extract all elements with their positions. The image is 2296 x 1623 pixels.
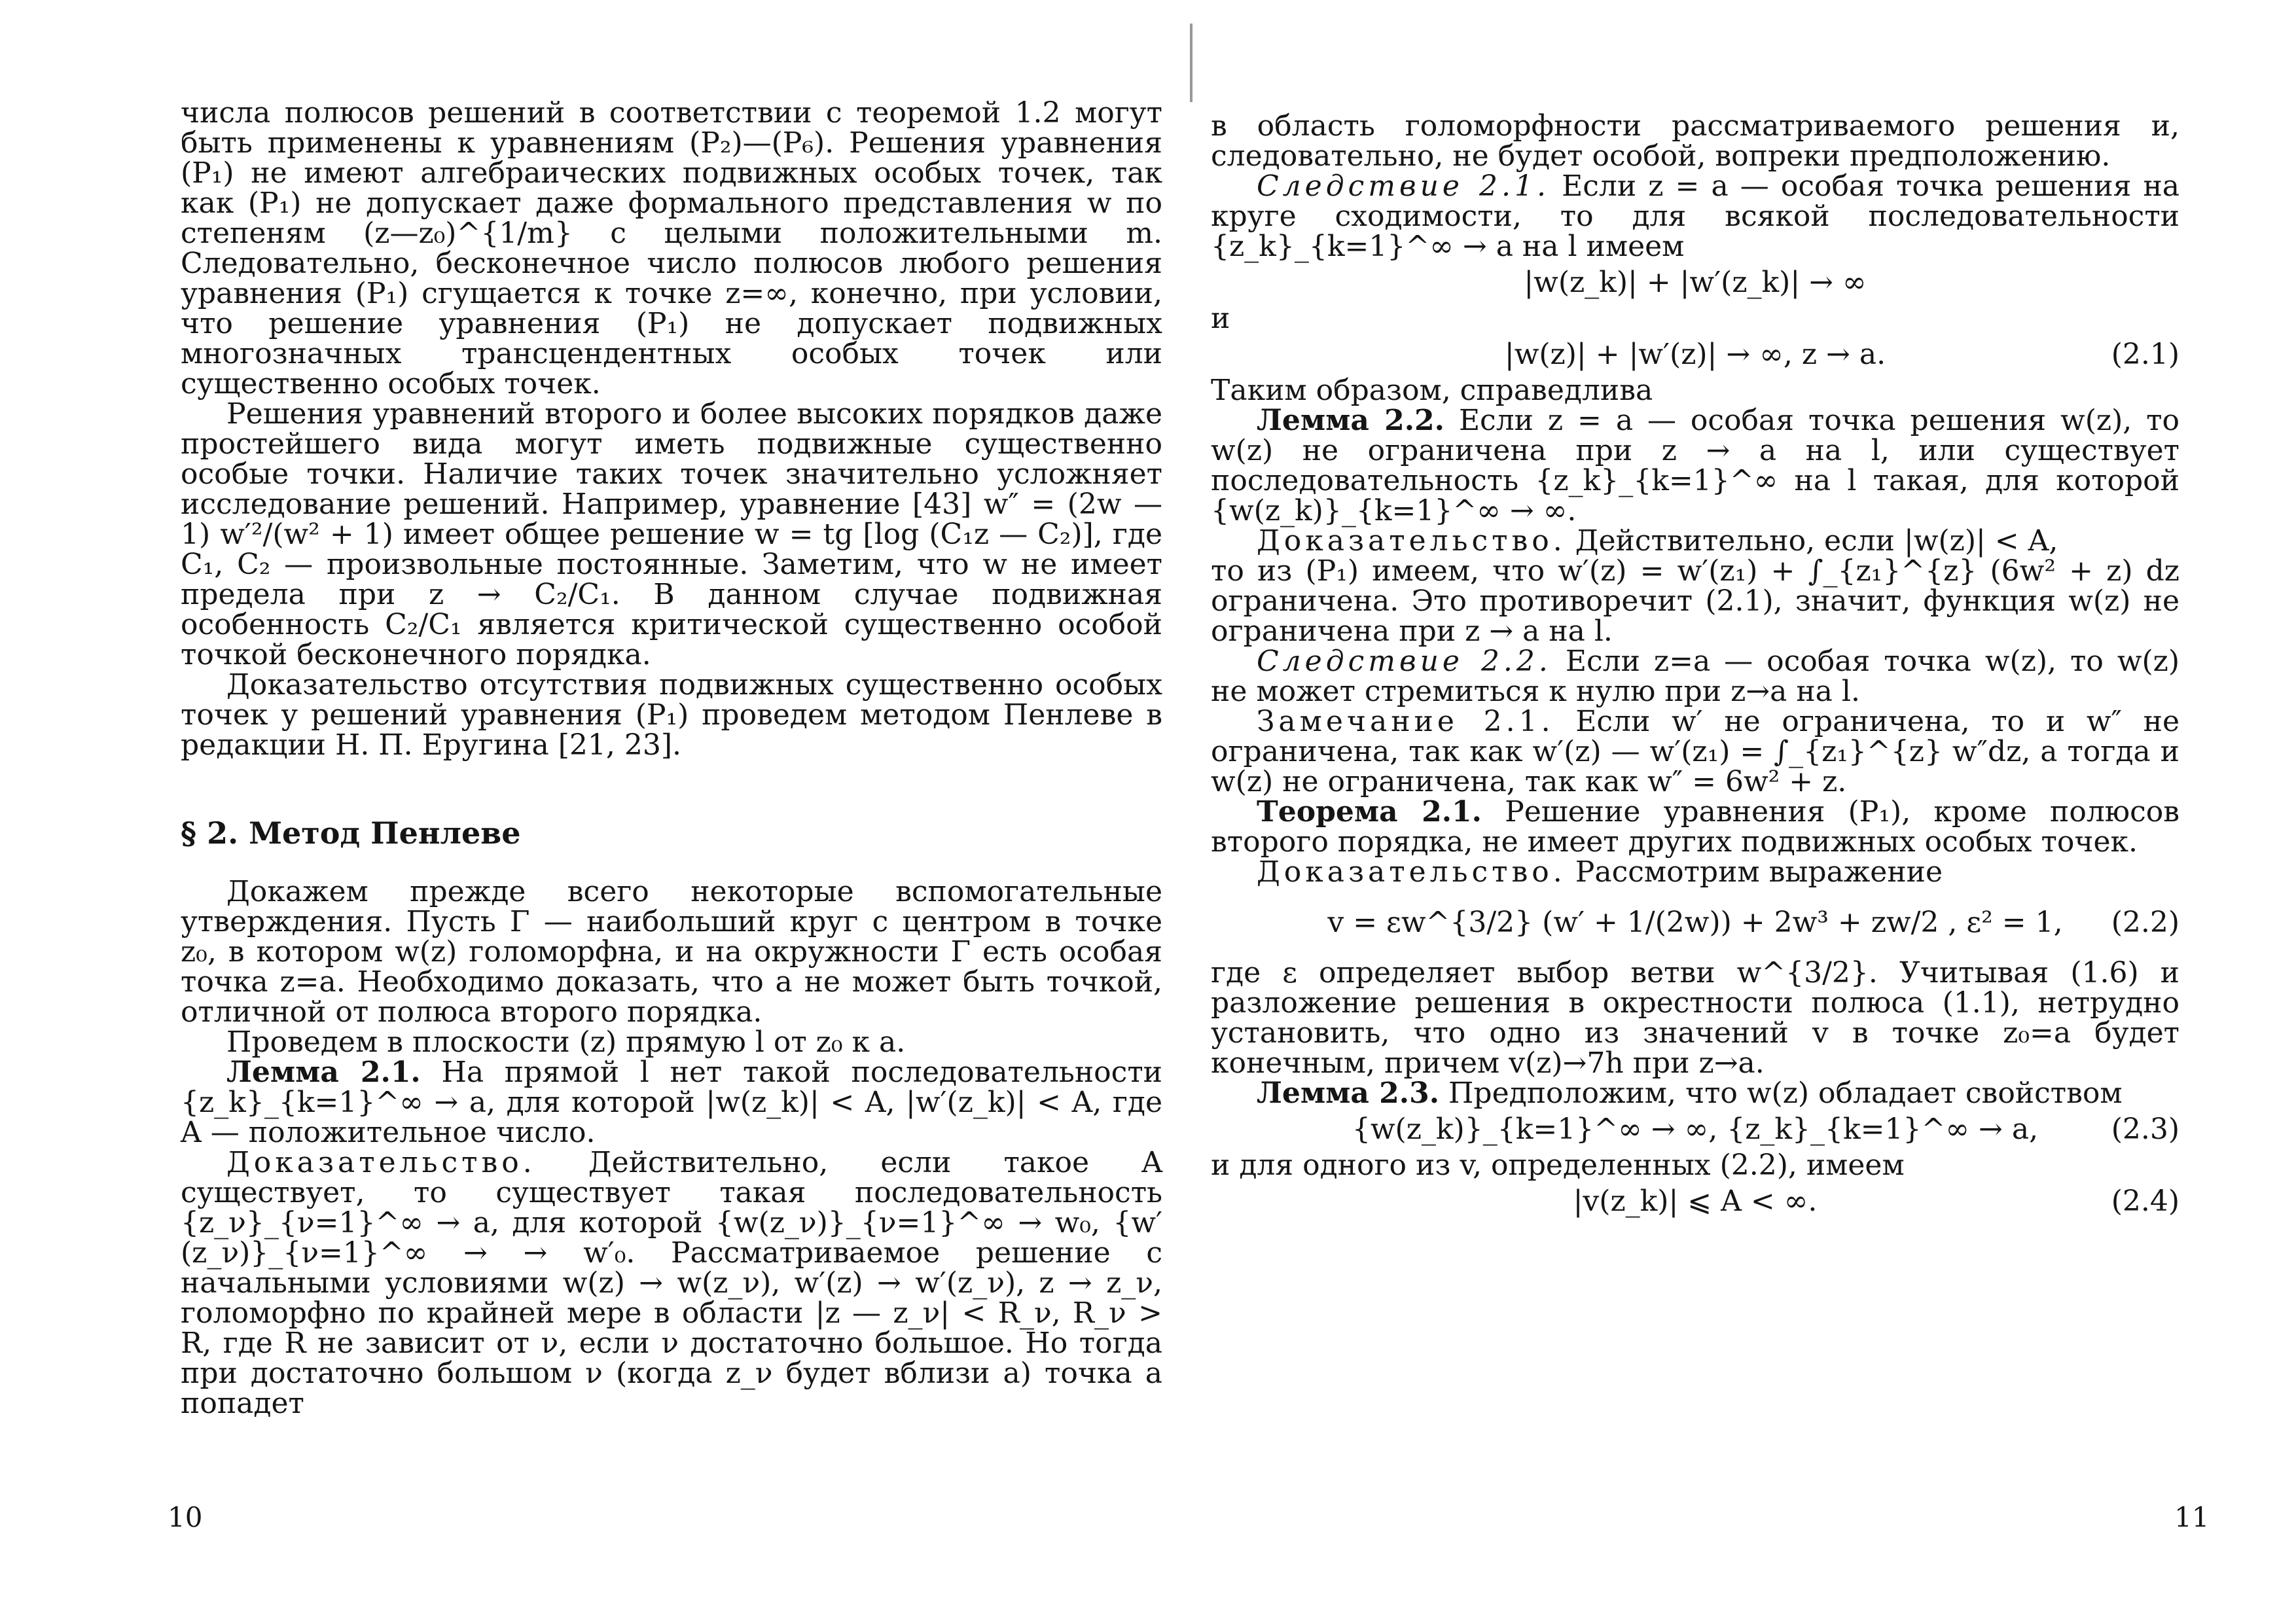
proof-theorem-2-1 <box>1211 857 2179 887</box>
equation-number-2-3: (2.3) <box>2111 1113 2179 1146</box>
equation-number-2-1: (2.1) <box>2111 338 2179 371</box>
theorem-2-1 <box>1211 797 2179 857</box>
lemma-2-2-title: Лемма 2.2. <box>1257 404 1444 437</box>
corollary-2-1-label: Следствие 2.1. <box>1257 169 1551 203</box>
left-text-column <box>181 98 1162 1419</box>
paragraph-auxiliary-statements: Докажем прежде всего некоторые вспомогательные утверждения. Пусть Γ — наибольший круг с центром в точке z₀, в котором w(z) голоморфна, и на окружности Γ есть особая точка z=a. Необходимо доказать, что a не может быть точкой, отличной от полюса второго порядка. <box>181 875 1162 1029</box>
lemma-2-1-text: На прямой l нет такой последовательности {z_k}_{k=1}^∞ → a, для которой |w(z_k)| < A, |w′(z_k)| < A, где A — положительное число. <box>181 1056 1162 1149</box>
remark-2-1 <box>1211 707 2179 797</box>
lemma-2-3-text: Предположим, что w(z) обладает свойством <box>1448 1077 2123 1110</box>
proof-label: Доказательство. <box>226 1146 536 1179</box>
lemma-2-1 <box>181 1058 1162 1148</box>
proof-lemma-2-1 <box>181 1148 1162 1419</box>
remark-label: Замечание 2.1. <box>1257 705 1554 738</box>
corollary-2-2 <box>1211 647 2179 707</box>
equation-number-2-4: (2.4) <box>2111 1185 2179 1218</box>
paragraph-line-l: Проведем в плоскости (z) прямую l от z₀ к a. <box>226 1026 906 1059</box>
corollary-2-2-label: Следствие 2.2. <box>1257 645 1552 678</box>
remark-text: Если w′ не ограничена, то и w″ не ограничена, так как w′(z) — w′(z₁) = ∫_{z₁}^{z} w″dz, а тогда и w(z) не ограничена, так как w″ = 6w² + z. <box>1211 705 2179 798</box>
page-number-left: 10 <box>168 1501 203 1533</box>
right-page <box>1148 0 2296 1623</box>
equation-number-2-2: (2.2) <box>2111 906 2179 939</box>
theorem-text: Решение уравнения (P₁), кроме полюсов второго порядка, не имеет других подвижных особых точек. <box>1211 795 2179 859</box>
proof-3-text: Рассмотрим выражение <box>1575 855 1943 889</box>
paragraph-essential-singularities: Решения уравнений второго и более высоких порядков даже простейшего вида могут иметь подвижные существенно особые точки. Наличие таких точек значительно усложняет исследование решений. Например, уравнение [43] w″ = (2w — 1) w′²/(w² + 1) имеет общее решение w = tg [log (C₁z — C₂)], где C₁, C₂ — произвольные постоянные. Заметим, что w не имеет предела при z → C₂/C₁. В данном случае подвижная особенность C₂/C₁ является критической существенно особой точкой бесконечного порядка. <box>181 397 1162 671</box>
proof-lemma-2-2-continued: то из (P₁) имеем, что w′(z) = w′(z₁) + ∫_{z₁}^{z} (6w² + z) dz ограничена. Это противоречит (2.1), значит, функция w(z) не ограничена при z → a на l. <box>1211 554 2179 648</box>
lemma-2-2 <box>1211 406 2179 526</box>
lemma-2-3-title: Лемма 2.3. <box>1257 1077 1440 1110</box>
paragraph-branch-choice: где ε определяет выбор ветви w^{3/2}. Учитывая (1.6) и разложение решения в окрестности полюса (1.1), нетрудно установить, что одно из значений v в точке z₀=a будет конечным, причем v(z)→7h при z→a. <box>1211 956 2179 1080</box>
theorem-title: Теорема 2.1. <box>1257 795 1482 829</box>
proof-lemma-2-2-start <box>1211 526 2179 556</box>
lemma-2-1-title: Лемма 2.1. <box>226 1056 421 1089</box>
paragraph-holomorphy-region: в область голоморфности рассматриваемого решения и, следовательно, не будет особой, вопреки предположению. <box>1211 109 2179 173</box>
lemma-2-2-text: Если z = a — особая точка решения w(z), то w(z) не ограничена при z → a на l, или существует последовательность {z_k}_{k=1}^∞ на l такая, для которой {w(z_k)}_{k=1}^∞ → ∞. <box>1211 404 2179 527</box>
page-number-right: 11 <box>2174 1501 2210 1533</box>
paragraph-for-one-v: и для одного из v, определенных (2.2), имеем <box>1211 1149 1905 1182</box>
formula-3: v = εw^{3/2} (w′ + 1/(2w)) + 2w³ + zw/2 , ε² = 1, <box>1327 906 2063 939</box>
proof-2-2-text-a: Действительно, если |w(z)| < A, <box>1575 524 2058 558</box>
paragraph-poles: числа полюсов решений в соответствии с теоремой 1.2 могут быть применены к уравнениям (P₂)—(P₆). Решения уравнения (P₁) не имеют алгебраических подвижных особых точек, так как (P₁) не допускает даже формального представления w по степеням (z—z₀)^{1/m} с целыми положительными m. Следовательно, бесконечное число полюсов любого решения уравнения (P₁) сгущается к точке z=∞, конечно, при условии, что решение уравнения (P₁) не допускает подвижных многозначных трансцендентных особых точек или существенно особых точек. <box>181 96 1162 401</box>
formula-2: |w(z)| + |w′(z)| → ∞, z → a. <box>1504 338 1886 371</box>
formula-5: |v(z_k)| ⩽ A < ∞. <box>1573 1185 1818 1218</box>
equation-2-4 <box>1211 1183 2179 1220</box>
equation-2-2 <box>1211 890 2179 955</box>
proof-lemma-2-1-text: Действительно, если такое A существует, то существует такая последовательность {z_ν}_{ν=1}^∞ → a, для которой {w(z_ν)}_{ν=1}^∞ → w₀, {w′(z_ν)}_{ν=1}^∞ → → w′₀. Рассматриваемое решение с начальными условиями w(z) → w(z_ν), w′(z) → w′(z_ν), z → z_ν, голоморфно по крайней мере в области |z — z_ν| < R_ν, R_ν > R, где R не зависит от ν, если ν достаточно большое. Но тогда при достаточно большом ν (когда z_ν будет вблизи a) точка a попадет <box>181 1146 1162 1420</box>
corollary-2-1-text: Если z = a — особая точка решения на круге сходимости, то для всякой последовательности {z_k}_{k=1}^∞ → a на l имеем <box>1211 169 2179 263</box>
lemma-2-3 <box>1211 1079 2179 1109</box>
paragraph-thus: Таким образом, справедлива <box>1211 374 1653 407</box>
equation-2-1 <box>1211 336 2179 373</box>
formula-4: {w(z_k)}_{k=1}^∞ → ∞, {z_k}_{k=1}^∞ → a, <box>1352 1113 2039 1146</box>
proof-label-3: Доказательство. <box>1257 855 1566 889</box>
corollary-2-1 <box>1211 171 2179 262</box>
right-text-column <box>1211 111 2179 1222</box>
formula-divergence-sequence <box>1211 264 2179 301</box>
section-heading: § 2. Метод Пенлеве <box>181 815 521 851</box>
conjunction-and: и <box>1211 302 1230 335</box>
paragraph-proof-method: Доказательство отсутствия подвижных существенно особых точек у решений уравнения (P₁) проведем методом Пенлеве в редакции Н. П. Еругина [21, 23]. <box>181 668 1162 762</box>
equation-2-3 <box>1211 1111 2179 1148</box>
formula-1: |w(z_k)| + |w′(z_k)| → ∞ <box>1524 266 1867 299</box>
corollary-2-2-text: Если z=a — особая точка w(z), то w(z) не может стремиться к нулю при z→a на l. <box>1211 645 2179 708</box>
proof-label-2: Доказательство. <box>1257 524 1566 558</box>
